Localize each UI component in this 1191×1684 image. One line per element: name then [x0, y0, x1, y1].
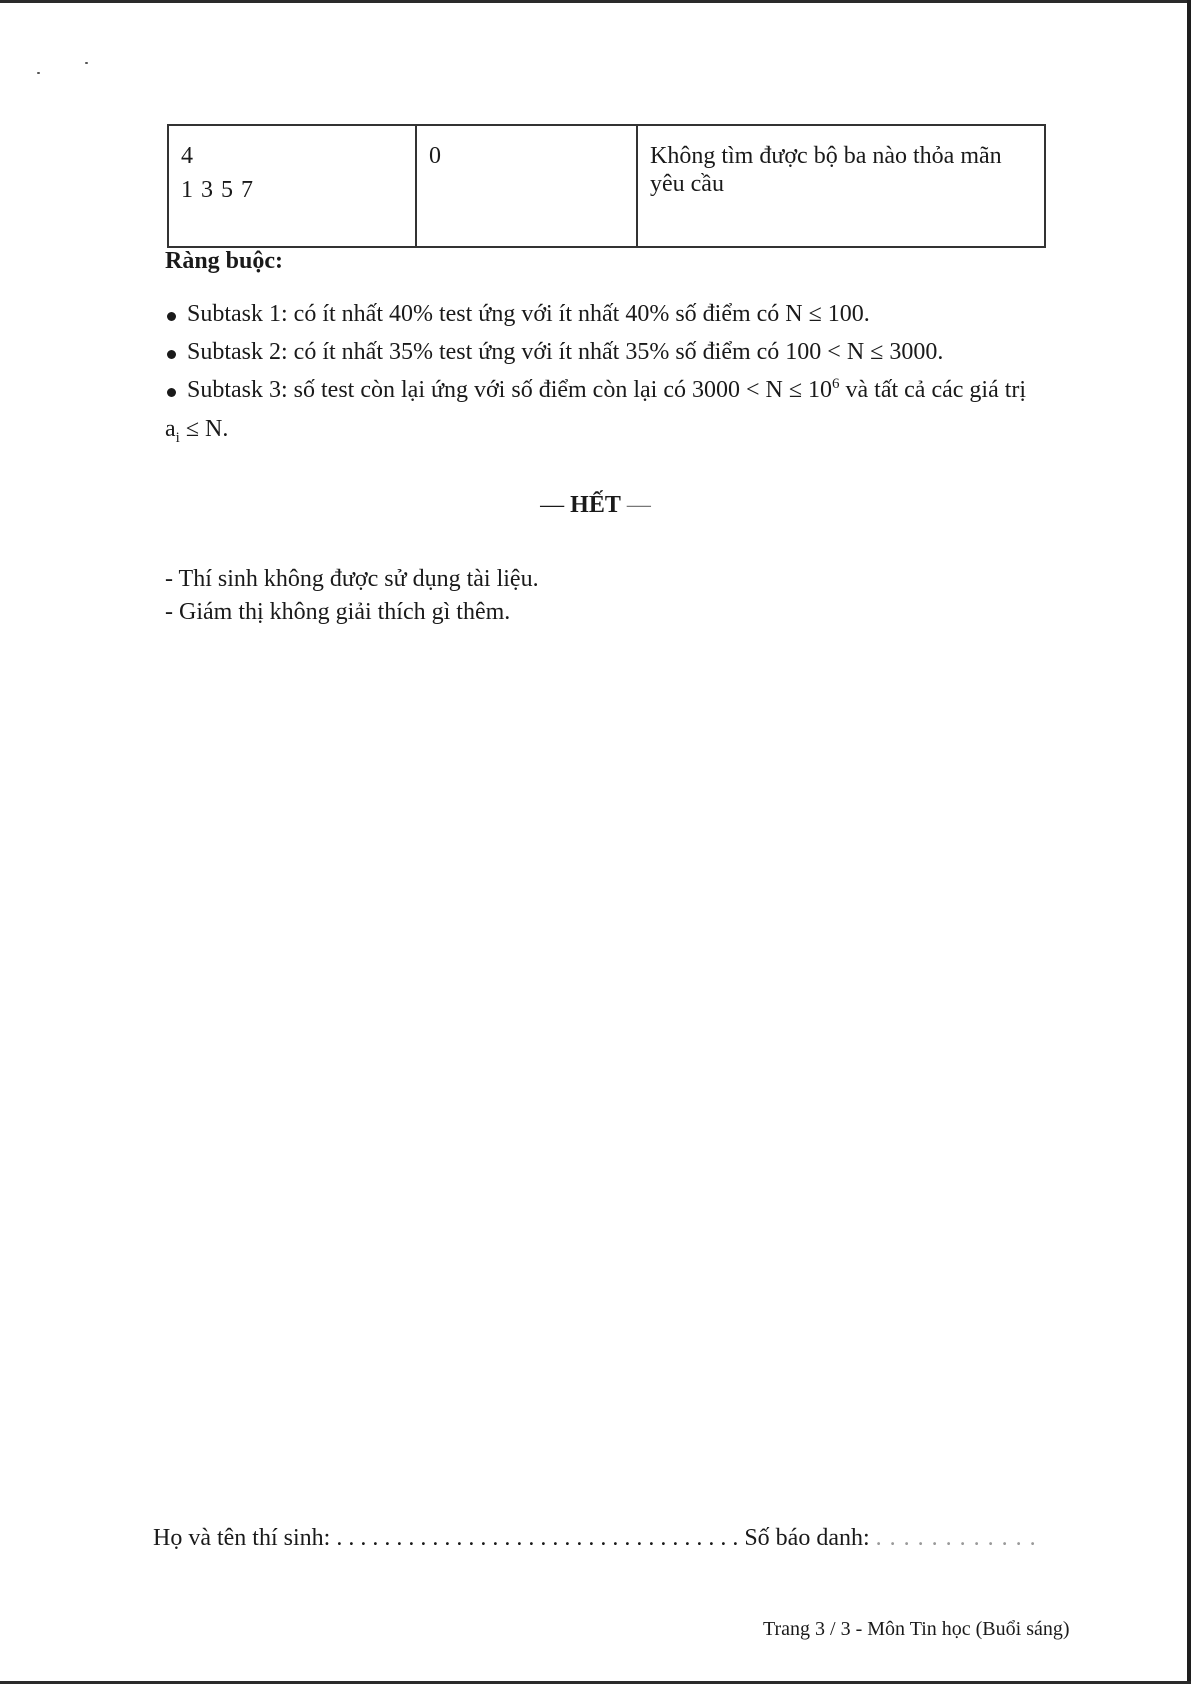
- end-dash: —: [540, 492, 571, 518]
- subtask-text: Subtask 3: số test còn lại ứng với số điểm còn lại có 3000 < N ≤ 10: [187, 377, 833, 403]
- candidate-id-dots: . . . . . . . . . . . .: [875, 1525, 1037, 1551]
- subtask-text: và tất cả các giá trị: [839, 377, 1027, 403]
- candidate-info-line: [153, 1525, 1037, 1552]
- explanation-cell: [637, 125, 1045, 247]
- output-value: 0: [429, 143, 441, 169]
- subtask-text: ≤ N.: [179, 416, 229, 442]
- subtask-text: Subtask 2: có ít nhất 35% test ứng với ít nhất 35% số điểm có 100 < N ≤ 3000.: [187, 339, 944, 365]
- scan-speck: [85, 62, 88, 64]
- input-line: 1 3 5 7: [181, 177, 254, 203]
- exam-notes: [165, 563, 539, 629]
- table-row: [168, 125, 1045, 247]
- subtask-item: [165, 295, 1105, 333]
- constraints-heading: Ràng buộc:: [165, 248, 284, 274]
- exponent: 6: [832, 376, 840, 392]
- page-footer: Trang 3 / 3 - Môn Tin học (Buổi sáng): [763, 1618, 1070, 1640]
- example-table: [167, 124, 1046, 248]
- input-line: 4: [181, 143, 193, 169]
- scan-speck: [37, 72, 40, 74]
- subscript: i: [175, 429, 180, 446]
- scan-border-top: [0, 0, 1191, 3]
- end-mark: [0, 492, 1191, 519]
- constraints-section: [165, 245, 1105, 449]
- subtask-list: [165, 295, 1105, 449]
- subtask-continuation: [165, 409, 1105, 449]
- scan-border-right: [1187, 0, 1191, 1684]
- subtask-text: Subtask 1: có ít nhất 40% test ứng với ít nhất 40% số điểm có N ≤ 100.: [187, 301, 870, 327]
- end-text: HẾT: [570, 492, 621, 518]
- output-cell: [416, 125, 637, 247]
- explanation-line: Không tìm được bộ ba nào thỏa mãn: [650, 143, 1002, 169]
- explanation-line: yêu cầu: [650, 171, 724, 197]
- candidate-name-label: Họ và tên thí sinh: . . . . . . . . . . . . . . . . . . . . . . . . . . . . . . . . . .: [153, 1525, 739, 1551]
- subtask-item: [165, 333, 1105, 371]
- end-dash: —: [620, 492, 651, 518]
- candidate-id-label: Số báo danh:: [738, 1525, 876, 1551]
- input-cell: [168, 125, 416, 247]
- note-line: - Giám thị không giải thích gì thêm.: [165, 599, 511, 625]
- note-line: - Thí sinh không được sử dụng tài liệu.: [165, 566, 539, 592]
- subtask-item: [165, 371, 1105, 449]
- variable: a: [165, 416, 176, 442]
